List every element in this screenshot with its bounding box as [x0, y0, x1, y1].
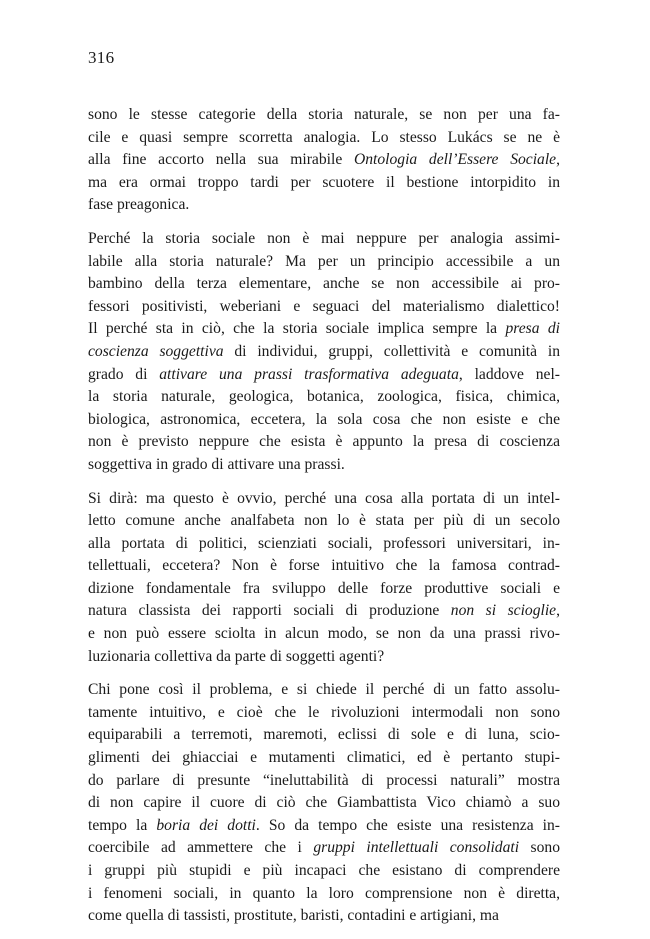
text-line [88, 578, 560, 601]
text-line [88, 510, 560, 533]
text-run: fessori positivisti, weberiani e seguaci del materialismo dialettico! [88, 297, 560, 315]
text-run: sono le stesse categorie della storia naturale, se non per una fa- [88, 106, 560, 123]
italic-text: boria dei dotti [156, 816, 256, 834]
text-run: fase preagonica. [88, 196, 190, 214]
italic-text: gruppi intellettuali consolidati [313, 839, 520, 857]
text-run: Chi pone così il problema, e si chiede il perché di un fatto assolu- [88, 681, 560, 699]
text-line [88, 747, 560, 770]
paragraph [88, 488, 560, 669]
text-line [88, 837, 560, 860]
text-line [88, 860, 560, 883]
text-run: non è previsto neppure che esista è appunto la presa di coscienza [88, 433, 560, 451]
text-run: tellettuali, eccetera? Non è forse intuitivo che la famosa contrad- [88, 557, 560, 575]
paragraph [88, 104, 560, 217]
text-line [88, 724, 560, 747]
text-run: letto comune anche analfabeta non lo è stata per più di un secolo [88, 512, 560, 530]
text-line [88, 454, 560, 477]
text-line [88, 409, 560, 432]
text-run: sono [519, 839, 560, 857]
text-line [88, 127, 560, 150]
text-line [88, 149, 560, 172]
text-run: alla fine accorto nella sua mirabile [88, 151, 354, 169]
text-run: , [556, 151, 560, 169]
text-run: . So da tempo che esiste una resistenza in- [255, 816, 560, 834]
text-line [88, 623, 560, 646]
text-line [88, 318, 560, 341]
text-run: grado di [88, 365, 160, 383]
text-line [88, 555, 560, 578]
text-run: do parlare di presunte “ineluttabilità di processi naturali” mostra [88, 771, 560, 789]
text-run: equiparabili a terremoti, maremoti, eclissi di sole e di luna, scio- [88, 726, 560, 744]
text-line [88, 251, 560, 274]
text-line [88, 172, 560, 195]
text-line [88, 296, 560, 319]
text-run: e non può essere sciolta in alcun modo, se non da una prassi rivo- [88, 625, 560, 643]
text-run: luzionaria collettiva da parte di soggetti agenti? [88, 647, 385, 665]
text-run: i fenomeni sociali, in quanto la loro comprensione non è diretta, [88, 884, 560, 902]
text-run: Si dirà: ma questo è ovvio, perché una cosa alla portata di un intel- [88, 489, 560, 507]
text-run: soggettiva in grado di attivare una prassi. [88, 455, 345, 473]
text-run: Perché la storia sociale non è mai neppure per analogia assimi- [88, 229, 560, 247]
text-line [88, 533, 560, 556]
text-run: ma era ormai troppo tardi per scuotere il bestione intorpidito in [88, 173, 560, 191]
text-run: tamente intuitivo, e cioè che le rivoluzioni intermodali non sono [88, 703, 560, 721]
text-line [88, 770, 560, 793]
text-run: alla portata di politici, scienziati sociali, professori universitari, in- [88, 534, 560, 552]
text-run: glimenti dei ghiacciai e mutamenti climatici, ed è pertanto stupi- [88, 749, 560, 767]
italic-text: attivare una prassi trasformativa adeguata [159, 365, 459, 383]
text-line [88, 273, 560, 296]
text-line [88, 386, 560, 409]
text-run: Il perché sta in ciò, che la storia sociale implica sempre la [88, 320, 506, 338]
text-run: , laddove nel- [458, 365, 560, 383]
text-run: bambino della terza elementare, anche se non accessibile ai pro- [88, 275, 560, 293]
text-line [88, 679, 560, 702]
paragraph [88, 679, 560, 928]
text-run: la storia naturale, geologica, botanica, zoologica, fisica, chimica, [88, 388, 560, 406]
text-run: biologica, astronomica, eccetera, la sola cosa che non esiste e che [88, 410, 560, 428]
text-line [88, 364, 560, 387]
page-number: 316 [88, 48, 115, 67]
text-run: cile e quasi sempre scorretta analogia. Lo stesso Lukács se ne è [88, 128, 560, 146]
text-line [88, 600, 560, 623]
text-line [88, 488, 560, 511]
text-line [88, 431, 560, 454]
text-line [88, 702, 560, 725]
text-run: labile alla storia naturale? Ma per un principio accessibile a un [88, 252, 560, 270]
text-run: dizione fondamentale fra sviluppo delle forze produttive sociali e [88, 579, 560, 597]
paragraph [88, 228, 560, 477]
body-text [88, 104, 560, 939]
text-run: natura classista dei rapporti sociali di produzione [88, 602, 451, 620]
italic-text: Ontologia dell’Essere Sociale [353, 151, 557, 169]
text-line [88, 815, 560, 838]
text-line [88, 194, 560, 217]
text-run: i gruppi più stupidi e più incapaci che esistano di comprendere [88, 862, 560, 879]
text-line [88, 646, 560, 669]
text-run: di individui, gruppi, collettività e comunità in [223, 342, 560, 360]
text-line [88, 104, 560, 127]
text-line [88, 228, 560, 251]
text-run: coercibile ad ammettere che i [88, 839, 314, 857]
text-run: di non capire il cuore di ciò che Giambattista Vico chiamò a suo [88, 794, 560, 812]
text-line [88, 792, 560, 815]
italic-text: presa di [505, 320, 560, 338]
text-line [88, 341, 560, 364]
italic-text: coscienza soggettiva [88, 342, 224, 360]
text-run: , [556, 602, 560, 620]
text-line [88, 905, 560, 928]
italic-text: non si scioglie [450, 602, 557, 620]
text-run: come quella di tassisti, prostitute, baristi, contadini e artigiani, ma [88, 907, 499, 925]
text-run: tempo la [88, 816, 157, 834]
text-line [88, 883, 560, 906]
